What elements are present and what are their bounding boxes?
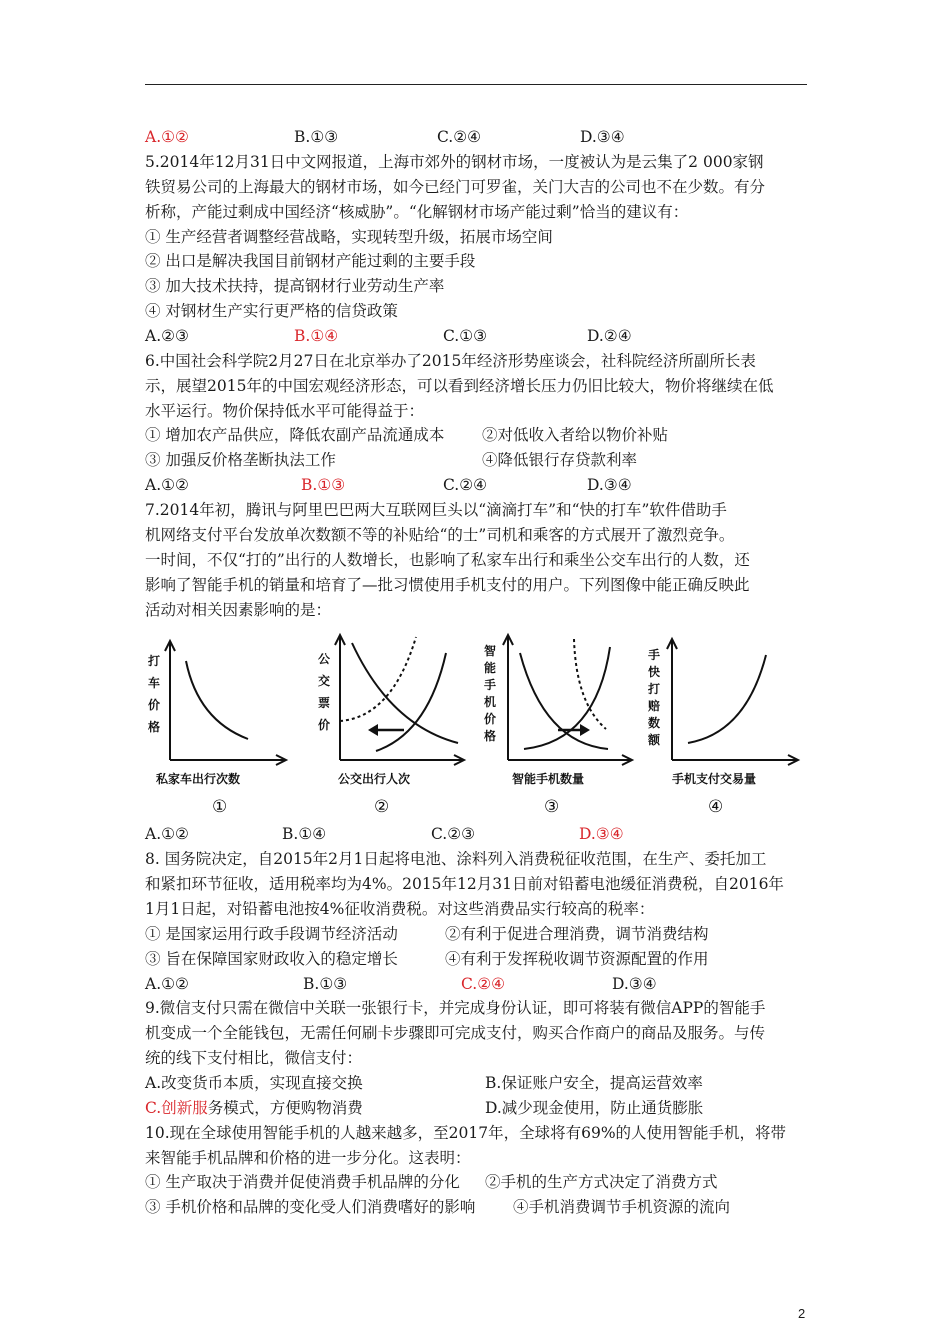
q10-item-3: ③ 手机价格和品牌的变化受人们消费嗜好的影响 [145,1198,476,1216]
q10-stem-line-2: 来智能手机品牌和价格的进一步分化。这表明： [145,1149,471,1167]
q7-option-a[interactable]: A.①② [145,825,189,843]
figure-3-shift-arrow [558,724,590,736]
q6-options [145,475,805,495]
q5-stem-line-3: 析称，产能过剩成中国经济“核威胁”。“化解钢材市场产能过剩”恰当的建议有： [145,203,689,221]
figure-1-y-char: 格 [148,720,161,734]
figure-4 [642,625,810,825]
q7-figures [142,625,810,825]
q8-option-a[interactable]: A.①② [145,975,189,993]
figure-4-y-char: 手 [648,648,661,662]
q8-item-3: ③ 旨在保障国家财政收入的稳定增长 [145,950,398,968]
q9-stem-line-3: 统的线下支付相比，微信支付： [145,1049,363,1067]
q7-option-c[interactable]: C.②③ [431,825,476,843]
q5-item-4: ④ 对钢材生产实行更严格的信贷政策 [145,302,398,320]
q7-option-d[interactable]: D.③④ [579,825,624,843]
q10-stem-line-1: 10.现在全球使用智能手机的人越来越多，至2017年，全球将有69%的人使用智能手机，将带 [145,1124,787,1142]
page-number: 2 [798,1306,806,1321]
q4-option-c[interactable]: C.②④ [437,128,482,146]
q10-item-2: ②手机的生产方式决定了消费方式 [485,1173,718,1191]
q8-options [145,974,805,994]
figure-3-y-char: 格 [484,729,497,743]
q6-option-d[interactable]: D.③④ [587,476,632,494]
figure-4-number: ④ [708,797,724,817]
q10-items-row-2 [145,1197,805,1217]
figure-2-supply-curve [376,653,446,751]
q5-option-a[interactable]: A.②③ [145,327,189,345]
figure-4-curve [688,655,766,743]
q5-item-2: ② 出口是解决我国目前钢材产能过剩的主要手段 [145,252,476,270]
q6-item-1: ① 增加农产品供应，降低农副产品流通成本 [145,426,445,444]
figure-1-axes [165,641,286,765]
q10-item-1: ① 生产取决于消费并促使消费手机品牌的分化 [145,1173,460,1191]
q7-stem-line-5: 活动对相关因素影响的是： [145,601,332,619]
figure-1-curve [186,661,248,739]
figure-3-y-label [484,643,496,743]
q7-options [145,824,805,844]
figure-2-demand-curve [352,643,458,743]
figure-3-number: ③ [544,797,560,817]
figure-3-y-char: 能 [484,661,497,675]
figure-2-number: ② [374,797,390,817]
q4-option-b[interactable]: B.①③ [294,128,339,146]
q9-option-c-rest: 务模式，方便购物消费 [207,1099,363,1117]
figure-2-y-char: 公 [318,652,331,666]
figure-2-shift-arrow [368,724,404,736]
q5-stem-line-1: 5.2014年12月31日中文网报道，上海市郊外的钢材市场，一度被认为是云集了2 000家钢 [145,153,764,171]
figure-3-y-char: 智 [484,644,497,658]
q9-option-b[interactable]: B.保证账户安全，提高运营效率 [485,1074,703,1092]
q6-stem-line-1: 6.中国社会科学院2月27日在北京举办了2015年经济形势座谈会，社科院经济所副所长表 [145,352,756,370]
q5-option-c[interactable]: C.①③ [443,327,488,345]
q6-stem-line-2: 示，展望2015年的中国宏观经济形态，可以看到经济增长压力仍旧比较大，物价将继续在低 [145,377,774,395]
q6-option-b[interactable]: B.①③ [301,476,346,494]
figure-4-y-char: 额 [648,733,661,747]
figure-3-y-char: 价 [484,712,497,726]
figure-3-y-char: 机 [484,695,497,709]
q5-item-1: ① 生产经营者调整经营战略，实现转型升级，拓展市场空间 [145,228,553,246]
q6-item-4: ④降低银行存贷款利率 [482,451,638,469]
q6-option-a[interactable]: A.①② [145,476,189,494]
figure-2-y-char: 交 [318,674,331,688]
figure-3 [478,625,643,825]
q7-option-b[interactable]: B.①④ [282,825,327,843]
q7-stem-line-4: 影响了智能手机的销量和培育了—批习惯使用手机支付的用户。下列图像中能正确反映此 [145,576,750,594]
figure-2-y-label [318,652,330,732]
q9-options-row-1 [145,1073,805,1093]
q4-option-d[interactable]: D.③④ [580,128,625,146]
figure-4-y-char: 赔 [648,699,661,713]
q6-items-row-2 [145,450,805,470]
q9-options-row-2 [145,1098,805,1118]
q5-option-b[interactable]: B.①④ [294,327,339,345]
q8-stem-line-1: 8. 国务院决定，自2015年2月1日起将电池、涂料列入消费税征收范围，在生产、委托加工 [145,850,767,868]
q9-stem-line-2: 机变成一个全能钱包，无需任何刷卡步骤即可完成支付，购买合作商户的商品及服务。与传 [145,1024,766,1042]
q8-option-c[interactable]: C.②④ [461,975,506,993]
q7-stem-line-2: 机网络支付平台发放单次数额不等的补贴给“的士”司机和乘客的方式展开了激烈竞争。 [145,526,735,544]
q9-option-c-highlight: C.创新服 [145,1099,208,1117]
figure-2-x-label: 公交出行人次 [338,772,411,786]
q5-options [145,326,805,346]
q7-stem-line-3: 一时间，不仅“打的”出行的人数增长，也影响了私家车出行和乘坐公交车出行的人数，还 [145,551,750,569]
figure-3-y-char: 手 [484,678,497,692]
q9-stem-line-1: 9.微信支付只需在微信中关联一张银行卡，并完成身份认证，即可将装有微信APP的智能手 [145,999,766,1017]
q10-items-row-1 [145,1172,805,1192]
figure-2-dashed-curve [340,637,416,721]
q8-items-row-2 [145,949,805,969]
figure-4-axes [667,639,798,765]
q8-stem-line-2: 和紧扣环节征收，适用税率均为4%。2015年12月31日前对铅蓄电池缓征消费税，自2016年 [145,875,784,893]
figure-1-y-label [147,653,160,734]
q6-option-c[interactable]: C.②④ [443,476,488,494]
q8-option-b[interactable]: B.①③ [303,975,348,993]
figure-2-y-char: 票 [318,696,331,710]
figure-3-axes [503,635,632,765]
q5-item-3: ③ 加大技术扶持，提高钢材行业劳动生产率 [145,277,445,295]
figure-1 [142,625,302,825]
q9-option-d[interactable]: D.减少现金使用，防止通货膨胀 [485,1099,704,1117]
q8-item-4: ④有利于发挥税收调节资源配置的作用 [445,950,709,968]
figure-4-y-char: 打 [648,682,661,696]
q6-item-3: ③ 加强反价格垄断执法工作 [145,451,336,469]
figure-1-x-label: 私家车出行次数 [156,772,241,786]
q6-item-2: ②对低收入者给以物价补贴 [482,426,669,444]
figure-1-y-char: 打 [148,654,161,668]
q9-option-a[interactable]: A.改变货币本质，实现直接交换 [145,1074,363,1092]
q8-item-2: ②有利于促进合理消费，调节消费结构 [445,925,709,943]
figure-2 [310,625,475,825]
q9-option-c[interactable] [145,1098,363,1118]
q6-stem-line-3: 水平运行。物价保持低水平可能得益于： [145,402,425,420]
figure-4-x-label: 手机支付交易量 [672,772,757,786]
q7-stem-line-1: 7.2014年初，腾讯与阿里巴巴两大互联网巨头以“滴滴打车”和“快的打车”软件借助手 [145,501,727,519]
figure-1-number: ① [212,797,228,817]
q6-items-row-1 [145,425,805,445]
header-rule [145,84,807,85]
figure-4-y-label [647,647,661,747]
figure-1-y-char: 车 [148,676,161,690]
q5-stem-line-2: 铁贸易公司的上海最大的钢材市场，如今已经门可罗雀，关门大吉的公司也不在少数。有分 [145,178,766,196]
figure-4-y-char: 快 [648,665,661,679]
q5-option-d[interactable]: D.②④ [587,327,632,345]
q8-items-row-1 [145,924,805,944]
q8-option-d[interactable]: D.③④ [612,975,657,993]
q8-item-1: ① 是国家运用行政手段调节经济活动 [145,925,398,943]
figure-2-y-char: 价 [318,718,331,732]
figure-1-y-char: 价 [148,698,161,712]
q8-stem-line-3: 1月1日起，对铅蓄电池按4%征收消费税。对这些消费品实行较高的税率： [145,900,655,918]
q4-option-a[interactable]: A.①② [145,128,189,146]
q4-options [145,127,805,147]
figure-3-x-label: 智能手机数量 [512,772,585,786]
q10-item-4: ④手机消费调节手机资源的流向 [513,1198,731,1216]
figure-4-y-char: 数 [648,716,661,730]
